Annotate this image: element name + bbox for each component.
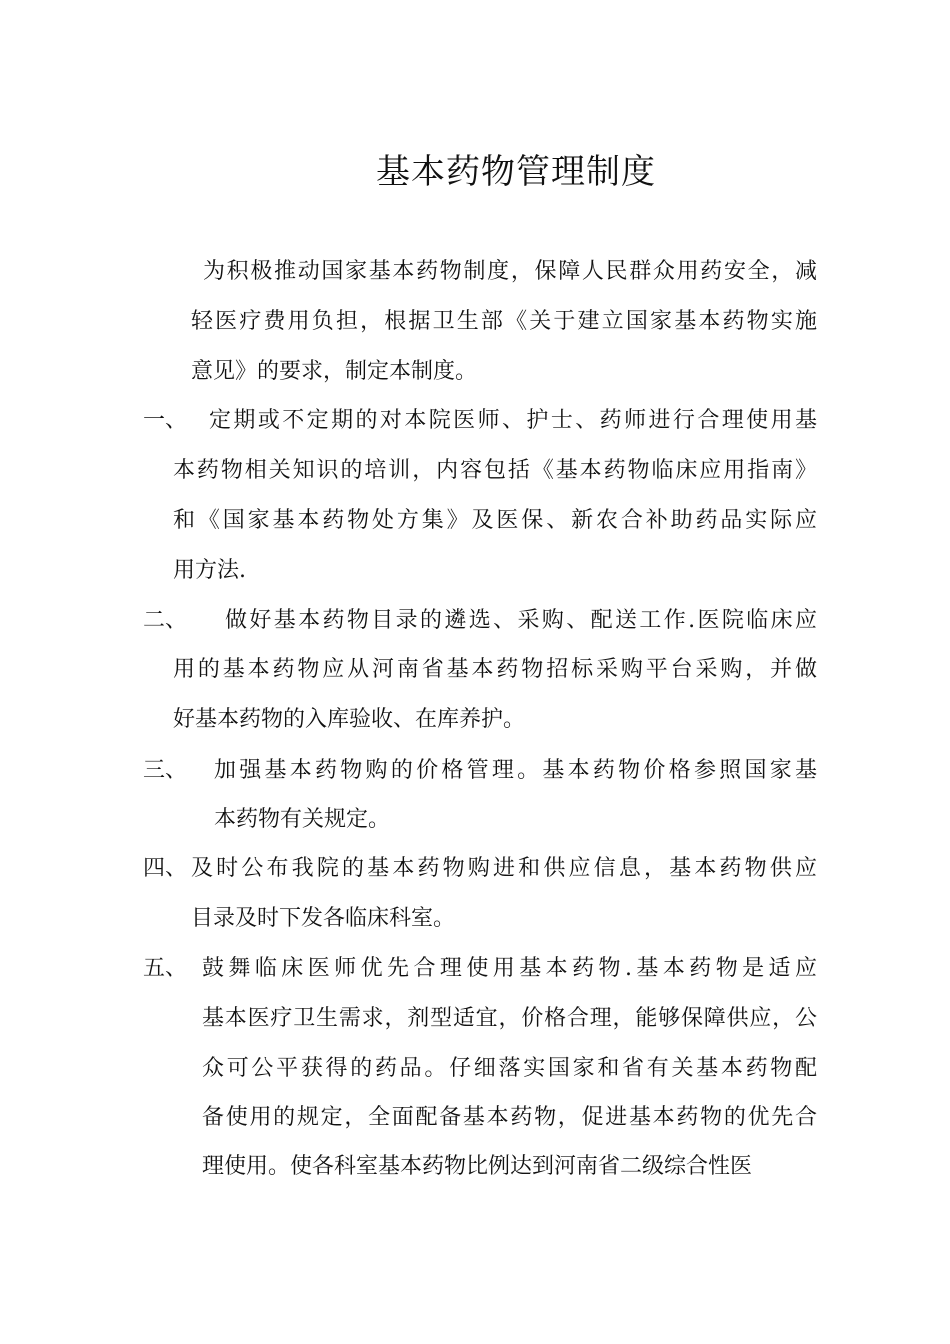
intro-line: 轻医疗费用负担，根据卫生部《关于建立国家基本药物实施 (191, 309, 817, 334)
item-line: 和《国家基本药物处方集》及医保、新农合补助药品实际应 (173, 508, 817, 533)
item-line: 备使用的规定，全面配备基本药物，促进基本药物的优先合 (202, 1105, 817, 1130)
item-line: 定期或不定期的对本院医师、护士、药师进行合理使用基 (209, 408, 817, 433)
item-line: 理使用。使各科室基本药物比例达到河南省二级综合性医 (202, 1154, 753, 1179)
item-line: 做好基本药物目录的遴选、采购、配送工作.医院临床应 (225, 608, 817, 633)
item-line: 及时公布我院的基本药物购进和供应信息，基本药物供应 (191, 856, 817, 881)
item-line: 众可公平获得的药品。仔细落实国家和省有关基本药物配 (202, 1056, 817, 1081)
item-marker: 二、 (143, 608, 188, 633)
item-marker: 三、 (143, 758, 188, 783)
item-marker: 四、 (143, 856, 188, 881)
item-line: 基本医疗卫生需求，剂型适宜，价格合理，能够保障供应，公 (202, 1006, 817, 1031)
item-line: 加强基本药物购的价格管理。基本药物价格参照国家基 (214, 758, 817, 783)
document-title: 基本药物管理制度 (376, 152, 656, 192)
item-line: 本药物相关知识的培训，内容包括《基本药物临床应用指南》 (173, 458, 817, 483)
item-marker: 一、 (143, 408, 188, 433)
item-marker: 五、 (143, 956, 188, 981)
item-line: 鼓舞临床医师优先合理使用基本药物.基本药物是适应 (202, 956, 817, 981)
item-line: 用的基本药物应从河南省基本药物招标采购平台采购，并做 (173, 657, 817, 682)
item-line: 用方法. (173, 558, 246, 583)
item-line: 好基本药物的入库验收、在库养护。 (173, 707, 526, 732)
item-line: 本药物有关规定。 (214, 807, 391, 832)
intro-line: 为积极推动国家基本药物制度，保障人民群众用药安全，减 (203, 259, 817, 284)
item-line: 目录及时下发各临床科室。 (191, 906, 456, 931)
intro-line: 意见》的要求，制定本制度。 (191, 359, 478, 384)
